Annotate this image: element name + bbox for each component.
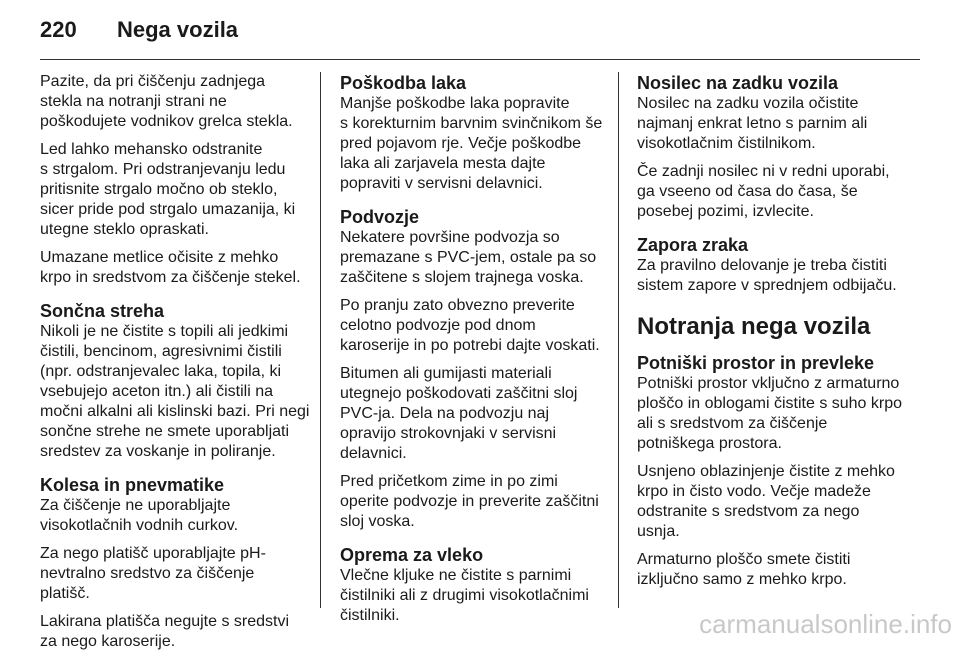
column-3 <box>637 72 912 598</box>
paragraph: Nikoli je ne čistite s topili ali jedkimi čistili, bencinom, agresivnimi čistili (npr. odstranjevalec laka, topila, ki vsebujejo aceton itn.) ali čistili na močni alkalni ali kislinski bazi. Pri negi sončne strehe ne smete uporabljati sredstev za voskanje in poliranje. <box>40 323 310 460</box>
section-heading-rear-carrier: Nosilec na zadku vozila <box>637 73 839 93</box>
paragraph: Nekatere površine podvozja so premazane s PVC-jem, ostale pa so zaščitene s slojem trajnega voska. <box>340 229 597 286</box>
paragraph: Umazane metlice očisite z mehko krpo in sredstvom za čiščenje stekel. <box>40 249 301 286</box>
page-title: Nega vozila <box>117 17 239 42</box>
section-heading-cabin: Potniški prostor in prevleke <box>637 353 875 373</box>
section-heading-paint-damage: Poškodba laka <box>340 73 467 93</box>
paragraph: Za pravilno delovanje je treba čistiti sistem zapore v sprednjem odbijaču. <box>637 257 897 294</box>
paragraph: Če zadnji nosilec ni v redni uporabi, ga vseeno od časa do časa, še posebej pozimi, izvlecite. <box>637 163 890 220</box>
watermark: carmanualsonline.info <box>699 609 952 639</box>
column-2 <box>340 72 610 634</box>
column-divider-2 <box>618 72 619 608</box>
paragraph: Pred pričetkom zime in po zimi operite podvozje in preverite zaščitni sloj voska. <box>340 473 599 530</box>
section-heading-underbody: Podvozje <box>340 207 420 227</box>
column-1 <box>40 72 310 660</box>
paragraph: Lakirana platišča negujte s sredstvi za nego karoserije. <box>40 613 290 650</box>
section-heading-air-shutter: Zapora zraka <box>637 235 749 255</box>
paragraph: Za čiščenje ne uporabljajte visokotlačnih vodnih curkov. <box>40 497 239 534</box>
paragraph: Bitumen ali gumijasti materiali utegnejo poškodovati zaščitni sloj PVC-ja. Dela na podvozju naj opravijo strokovnjaki v servisni delavnici. <box>340 365 578 462</box>
paragraph: Armaturno ploščo smete čistiti izključno samo z mehko krpo. <box>637 551 851 588</box>
paragraph: Led lahko mehansko odstranite s strgalom. Pri odstranjevanju ledu pritisnite strgalo močno ob steklo, sicer pride pod strgalo umazanija, ki utegne steklo opraskati. <box>40 141 296 238</box>
header-divider <box>40 59 920 60</box>
paragraph: Nosilec na zadku vozila očistite najmanj enkrat letno s parnim ali visokotlačnim čistilnikom. <box>637 95 868 152</box>
section-heading-wheels: Kolesa in pnevmatike <box>40 475 225 495</box>
paragraph: Manjše poškodbe laka popravite s korekturnim barvnim svinčnikom še pred pojavom rje. Večje poškodbe laka ali zarjavela mesta dajte popraviti v servisni delavnici. <box>340 95 603 192</box>
paragraph: Pazite, da pri čiščenju zadnjega stekla na notranji strani ne poškodujete vodnikov grelca stekla. <box>40 73 293 130</box>
page-number: 220 <box>40 17 77 42</box>
column-divider-1 <box>320 72 321 608</box>
section-heading-sunroof: Sončna streha <box>40 301 165 321</box>
paragraph: Potniški prostor vključno z armaturno ploščo in oblogami čistite s suho krpo ali s sredstvom za čiščenje potniškega prostora. <box>637 375 903 452</box>
paragraph: Po pranju zato obvezno preverite celotno podvozje pod dnom karoserije in po potrebi dajte voskati. <box>340 297 600 354</box>
section-heading-towing: Oprema za vleko <box>340 545 484 565</box>
paragraph: Za nego platišč uporabljajte pH- nevtralno sredstvo za čiščenje platišč. <box>40 545 266 602</box>
chapter-heading-interior-care: Notranja nega vozila <box>637 313 871 340</box>
paragraph: Vlečne kljuke ne čistite s parnimi čistilniki ali z drugimi visokotlačnimi čistilniki. <box>340 567 589 624</box>
paragraph: Usnjeno oblazinjenje čistite z mehko krpo in čisto vodo. Večje madeže odstranite s sredstvom za nego usnja. <box>637 463 895 540</box>
